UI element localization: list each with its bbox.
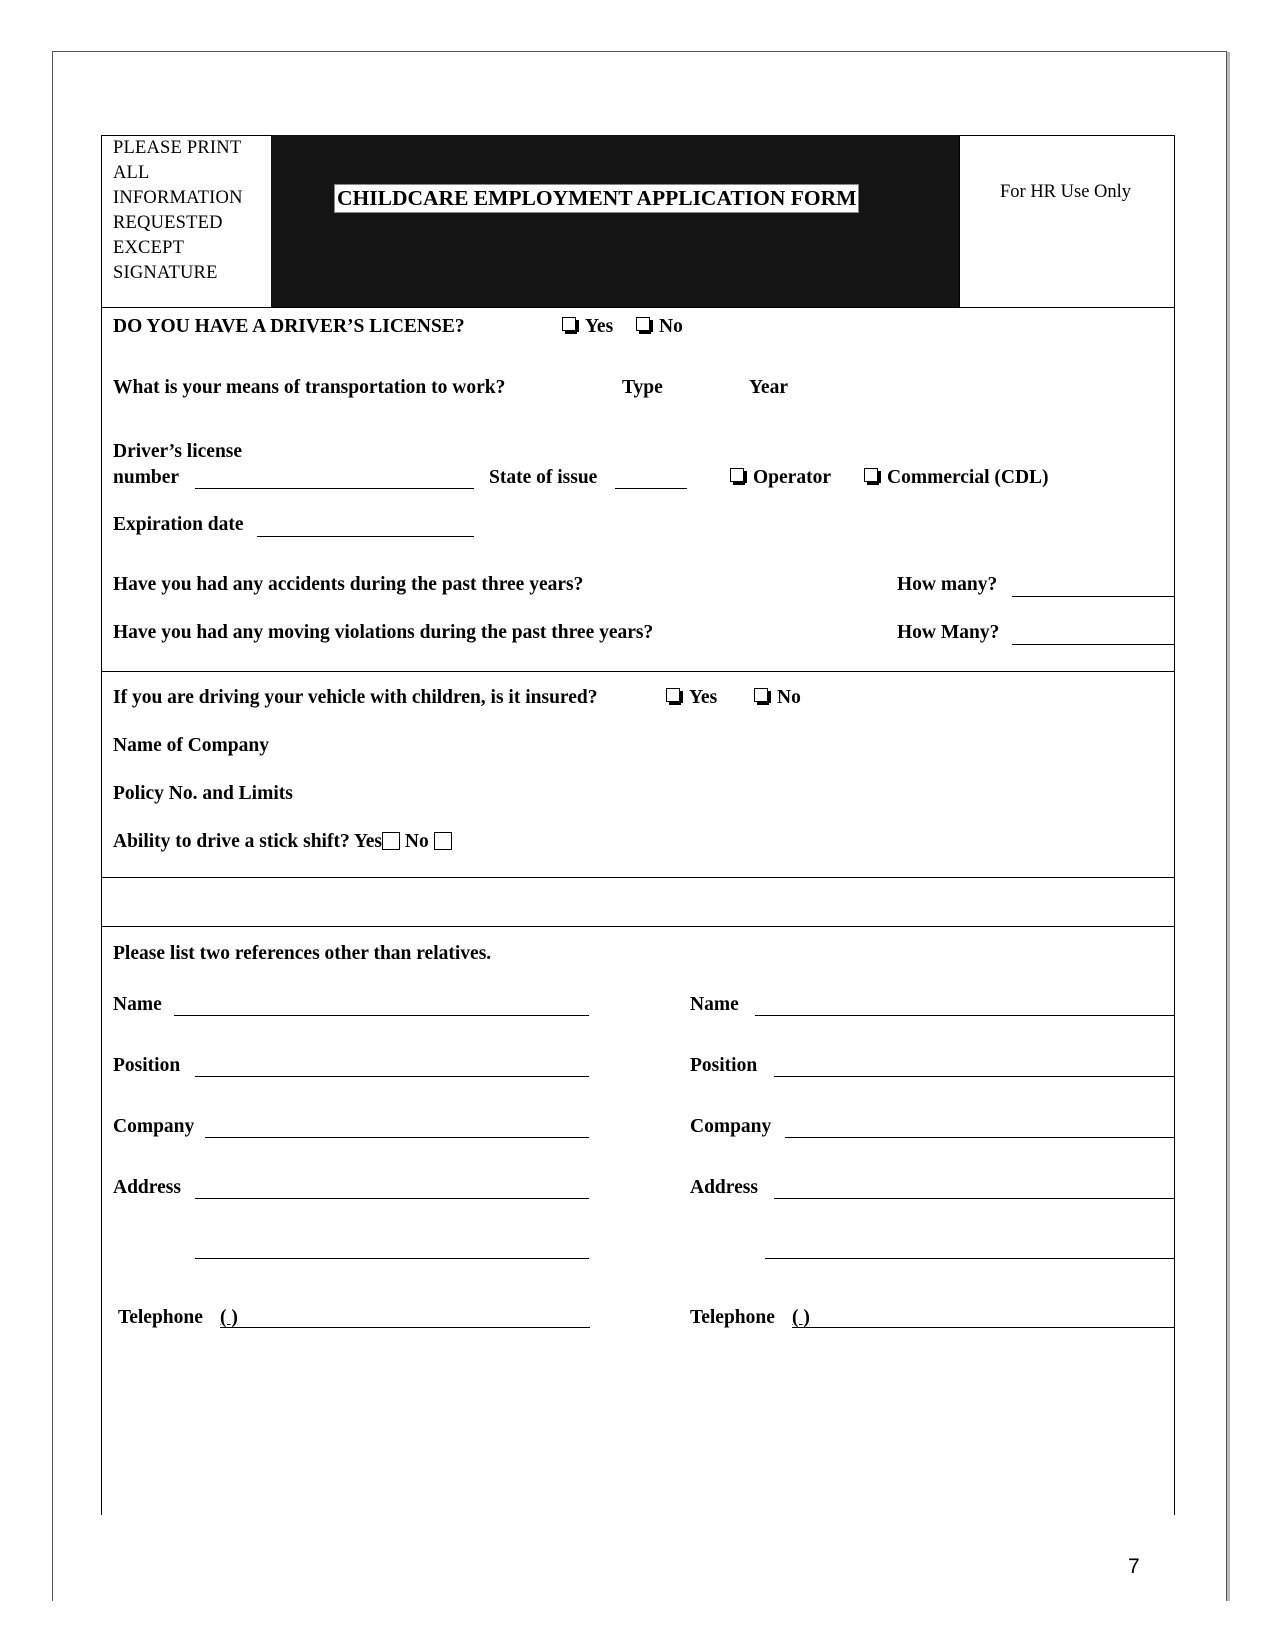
stick-yes-checkbox[interactable] <box>382 832 400 850</box>
ref2-phone-area: ( ) <box>792 1307 810 1328</box>
option-label: Yes <box>689 687 718 708</box>
instructions-line: EXCEPT <box>113 238 185 258</box>
ref1-name-field[interactable] <box>174 1015 589 1016</box>
violations-how-many-field[interactable] <box>1012 644 1174 645</box>
ref2-address-field[interactable] <box>774 1198 1174 1199</box>
operator-option[interactable] <box>730 466 831 490</box>
commercial-option[interactable] <box>864 466 1049 490</box>
ref1-address-field[interactable] <box>195 1198 589 1199</box>
checkbox-icon[interactable] <box>562 317 576 331</box>
state-of-issue-label: State of issue <box>489 467 598 488</box>
ref2-position-field[interactable] <box>774 1076 1174 1077</box>
option-label: Yes <box>585 316 614 337</box>
ref1-address-field-2[interactable] <box>195 1258 589 1259</box>
instructions-line: INFORMATION <box>113 188 243 208</box>
checkbox-icon[interactable] <box>636 317 650 331</box>
license-question: DO YOU HAVE A DRIVER’S LICENSE? <box>113 316 465 337</box>
ref1-phone-area: ( ) <box>220 1307 238 1328</box>
form-title: CHILDCARE EMPLOYMENT APPLICATION FORM <box>334 184 859 213</box>
ref1-address-label: Address <box>113 1177 181 1198</box>
instructions-line: ALL <box>113 163 150 183</box>
stick-shift-label: Ability to drive a stick shift? Yes <box>113 831 383 852</box>
violations-question: Have you had any moving violations during the past three years? <box>113 622 654 643</box>
type-label: Type <box>622 377 663 398</box>
section-divider <box>101 307 1174 308</box>
checkbox-icon[interactable] <box>666 688 680 702</box>
form-border <box>101 135 1175 1515</box>
accidents-how-many-label: How many? <box>897 574 998 595</box>
references-intro: Please list two references other than relatives. <box>113 943 492 964</box>
accidents-how-many-field[interactable] <box>1012 596 1174 597</box>
ref1-telephone-field[interactable] <box>220 1327 590 1328</box>
stick-no-label: No <box>404 831 429 852</box>
license-no-option[interactable] <box>636 315 683 339</box>
ref2-name-field[interactable] <box>755 1015 1174 1016</box>
insured-question: If you are driving your vehicle with children, is it insured? <box>113 687 598 708</box>
ref1-company-label: Company <box>113 1116 195 1137</box>
license-number-field[interactable] <box>195 488 474 489</box>
ref2-position-label: Position <box>690 1055 758 1076</box>
violations-how-many-label: How Many? <box>897 622 1000 643</box>
page-number: 7 <box>1128 1555 1140 1578</box>
section-divider <box>101 671 1174 672</box>
ref2-address-field-2[interactable] <box>765 1258 1174 1259</box>
instructions-line: SIGNATURE <box>113 263 218 283</box>
stick-shift-question <box>113 830 452 854</box>
ref2-company-label: Company <box>690 1116 772 1137</box>
checkbox-icon[interactable] <box>730 468 744 482</box>
year-label: Year <box>749 377 788 398</box>
ref2-name-label: Name <box>690 994 739 1015</box>
ref2-company-field[interactable] <box>785 1137 1174 1138</box>
ref1-name-label: Name <box>113 994 162 1015</box>
accidents-question: Have you had any accidents during the past three years? <box>113 574 584 595</box>
ref2-address-label: Address <box>690 1177 758 1198</box>
policy-label: Policy No. and Limits <box>113 783 293 804</box>
option-label: Commercial (CDL) <box>887 467 1049 488</box>
instructions-text <box>113 136 243 286</box>
instructions-line: PLEASE PRINT <box>113 138 242 158</box>
ref2-telephone-field[interactable] <box>792 1327 1174 1328</box>
section-divider <box>101 877 1174 878</box>
ref1-telephone-label: Telephone <box>118 1307 203 1328</box>
license-number-label-line2: number <box>113 467 180 488</box>
checkbox-icon[interactable] <box>864 468 878 482</box>
ref1-position-label: Position <box>113 1055 181 1076</box>
ref1-company-field[interactable] <box>205 1137 589 1138</box>
insured-yes-option[interactable] <box>666 686 717 710</box>
license-yes-option[interactable] <box>562 315 613 339</box>
stick-no-checkbox[interactable] <box>434 832 452 850</box>
section-divider <box>101 926 1174 927</box>
option-label: No <box>659 316 683 337</box>
expiration-date-field[interactable] <box>257 536 474 537</box>
hr-use-label: For HR Use Only <box>1000 182 1132 202</box>
ref2-telephone-label: Telephone <box>690 1307 775 1328</box>
insured-no-option[interactable] <box>754 686 801 710</box>
option-label: Operator <box>753 467 831 488</box>
checkbox-icon[interactable] <box>754 688 768 702</box>
title-band <box>271 135 959 307</box>
hr-use-cell <box>959 135 1174 307</box>
ref1-position-field[interactable] <box>195 1076 589 1077</box>
transport-question: What is your means of transportation to work? <box>113 377 506 398</box>
option-label: No <box>777 687 801 708</box>
state-of-issue-field[interactable] <box>615 488 687 489</box>
company-name-label: Name of Company <box>113 735 269 756</box>
instructions-line: REQUESTED <box>113 213 223 233</box>
license-number-label-line1: Driver’s license <box>113 441 243 462</box>
page-shadow <box>1227 52 1230 1601</box>
expiration-date-label: Expiration date <box>113 514 244 535</box>
